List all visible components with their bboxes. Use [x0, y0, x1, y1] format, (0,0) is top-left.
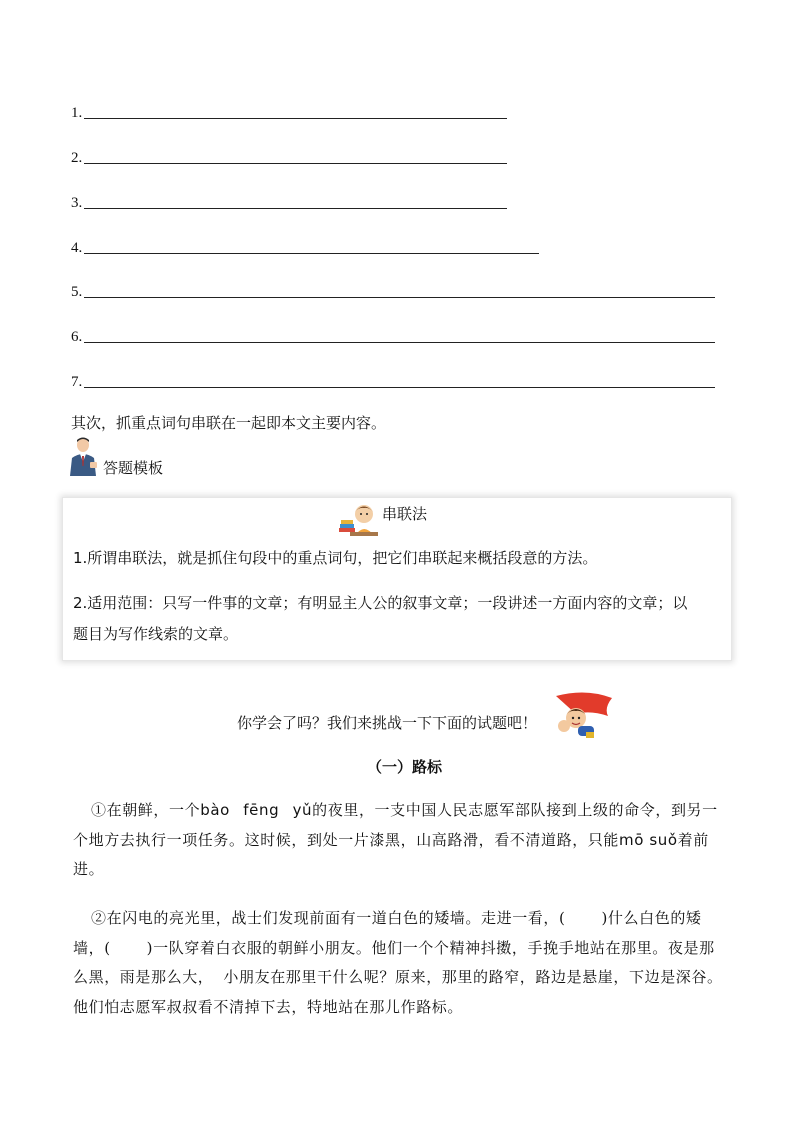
intro-text: 其次，抓重点词句串联在一起即本文主要内容。 [71, 414, 387, 432]
answer-line-3[interactable] [71, 190, 507, 212]
paragraph-1-end: 着前进。 [73, 830, 709, 878]
line-number: 2. [71, 150, 83, 166]
superhero-icon [546, 690, 614, 740]
answer-rule [84, 296, 715, 298]
answer-line-2[interactable] [71, 145, 507, 167]
line-number: 1. [71, 105, 83, 121]
answer-line-5[interactable] [71, 279, 715, 301]
answer-rule [84, 386, 715, 388]
answer-line-7[interactable] [71, 369, 715, 391]
answer-rule [84, 341, 715, 343]
pinyin-mo-suo: mō suǒ [619, 830, 678, 849]
section-title: （一）路标 [367, 758, 443, 776]
line-number: 3. [71, 195, 83, 211]
line-number: 5. [71, 284, 83, 300]
answer-rule [84, 252, 539, 254]
answer-rule [84, 207, 507, 209]
line-number: 6. [71, 329, 83, 345]
paragraph-2-part-3: )一队穿着白衣服的朝鲜小朋友。他们一个个精神抖擞，手挽手地站在那里。夜是那么黑，雨是那么大， [73, 938, 715, 986]
answer-line-4[interactable] [71, 235, 539, 257]
pinyin-bao-feng-yu: bào fēng yǔ [200, 801, 313, 819]
paragraph-2-part-2: )什么白色的矮墙，( [73, 909, 702, 957]
paragraph-1 [73, 796, 723, 885]
answer-line-1[interactable] [71, 100, 507, 122]
line-number: 4. [71, 240, 83, 256]
studying-child-icon [336, 502, 380, 536]
box-item-2-line-2: 题目为写作线索的文章。 [73, 625, 239, 643]
paragraph-1-middle: 的夜里，一支中国人民志愿军部队接到上级的命令，到另一个地方去执行一项任务。这时候，到处一片漆黑，山高路滑，看不清道路，只能 [73, 801, 718, 849]
box-item-1: 1.所谓串联法，就是抓住句段中的重点词句，把它们串联起来概括段意的方法。 [73, 549, 598, 567]
paragraph-2-part-1: ②在闪电的亮光里，战士们发现前面有一道白色的矮墙。走进一看，( [91, 909, 566, 927]
challenge-text: 你学会了吗？我们来挑战一下下面的试题吧！ [237, 714, 538, 732]
template-label: 答题模板 [103, 459, 164, 477]
paragraph-2-part-4: 小朋友在那里干什么呢？原来，那里的路窄，路边是悬崖，下边是深谷。他们怕志愿军叔叔看不清掉下去，特地站在那儿作路标。 [73, 968, 723, 1016]
answer-line-6[interactable] [71, 324, 715, 346]
paragraph-2 [73, 904, 723, 1022]
teacher-icon [66, 436, 100, 476]
paragraph-1-start: ①在朝鲜，一个 [91, 801, 201, 819]
answer-rule [84, 117, 507, 119]
box-title: 串联法 [382, 505, 428, 523]
line-number: 7. [71, 374, 83, 390]
answer-rule [84, 162, 507, 164]
box-item-2-line-1: 2.适用范围：只写一件事的文章；有明显主人公的叙事文章；一段讲述一方面内容的文章；以 [73, 594, 688, 612]
